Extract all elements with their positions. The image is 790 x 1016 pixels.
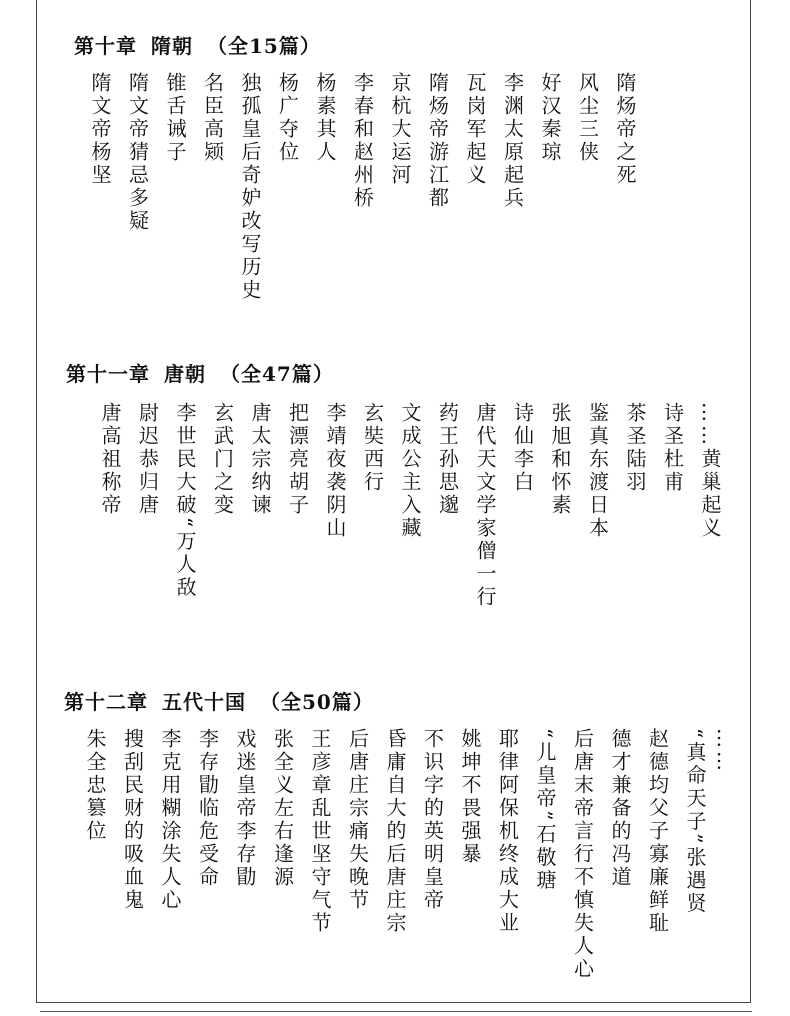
- title-item: 李春和赵州桥: [350, 72, 375, 210]
- title-item: 隋炀帝之死: [613, 72, 637, 187]
- title-item: 诗圣杜甫: [660, 402, 685, 494]
- chapter-count: （全50篇）: [260, 690, 374, 714]
- bottom-divider: [40, 1011, 752, 1012]
- title-item: 把漂亮胡子: [285, 402, 310, 517]
- title-item: 玄奘西行: [360, 402, 385, 494]
- chapter-name: 五代十国: [162, 690, 246, 714]
- chapter-12-titles: [68, 728, 736, 981]
- title-item: 玄武门之变: [210, 402, 235, 517]
- title-item: 耶律阿保机终成大业: [495, 728, 520, 935]
- title-item: 好汉秦琼: [538, 72, 562, 164]
- title-item: 瓦岗军起义: [463, 72, 487, 187]
- title-item: 王彦章乱世坚守气节: [308, 728, 332, 935]
- title-item: 名臣高颎: [200, 72, 225, 164]
- title-item: 隋文帝猜忌多疑: [125, 72, 150, 233]
- title-item: ……: [713, 728, 737, 774]
- chapter-number: 第十二章: [64, 690, 148, 714]
- title-item: “真命天子”张遇贤: [683, 728, 707, 916]
- title-item: 张全义左右逢源: [270, 728, 295, 889]
- title-item: 唐太宗纳谏: [248, 402, 272, 517]
- chapter-11-titles: [83, 402, 721, 609]
- title-item: 戏迷皇帝李存勖: [233, 728, 257, 889]
- chapter-10-titles: [73, 72, 636, 302]
- title-item: 昏庸自大的后唐庄宗: [383, 728, 407, 935]
- chapter-heading-12: [64, 686, 374, 715]
- title-item: 德才兼备的冯道: [608, 728, 632, 889]
- title-item: 药王孙思邈: [435, 402, 460, 517]
- title-item: 隋文帝杨坚: [88, 72, 112, 187]
- title-item: 李存勖临危受命: [195, 728, 220, 889]
- title-item: 姚坤不畏强暴: [458, 728, 482, 866]
- chapter-name: 隋朝: [151, 34, 193, 58]
- title-item: 李世民大破“万人敌: [173, 402, 197, 600]
- chapter-count: （全47篇）: [220, 362, 334, 386]
- title-item: 后唐末帝言行不慎失人心: [570, 728, 595, 981]
- title-item: 风尘三侠: [575, 72, 600, 164]
- title-item: 李克用糊涂失人心: [158, 728, 182, 912]
- chapter-heading-11: [66, 358, 334, 387]
- title-item: 茶圣陆羽: [623, 402, 647, 494]
- title-item: 搜刮民财的吸血鬼: [120, 728, 145, 912]
- title-item: 鉴真东渡日本: [585, 402, 610, 540]
- title-item: 隋炀帝游江都: [425, 72, 450, 210]
- chapter-count: （全15篇）: [207, 34, 321, 58]
- title-item: 唐代天文学家僧一行: [473, 402, 497, 609]
- title-item: 京杭大运河: [388, 72, 412, 187]
- title-item: 后唐庄宗痛失晚节: [345, 728, 370, 912]
- title-item: 不识字的英明皇帝: [420, 728, 445, 912]
- title-item: 李渊太原起兵: [500, 72, 525, 210]
- title-item: 锥舌诫子: [163, 72, 187, 164]
- title-item: ……黄巢起义: [698, 402, 722, 540]
- chapter-number: 第十章: [74, 34, 137, 58]
- title-item: “儿皇帝”石敬瑭: [533, 728, 557, 893]
- chapter-heading-10: [74, 30, 321, 59]
- chapter-name: 唐朝: [164, 362, 206, 386]
- title-item: 杨素其人: [313, 72, 337, 164]
- title-item: 独孤皇后奇妒改写历史: [238, 72, 262, 302]
- title-item: 张旭和怀素: [548, 402, 572, 517]
- title-item: 唐高祖称帝: [98, 402, 122, 517]
- title-item: 尉迟恭归唐: [135, 402, 160, 517]
- title-item: 赵德均父子寡廉鲜耻: [645, 728, 670, 935]
- title-item: 李靖夜袭阴山: [323, 402, 347, 540]
- title-item: 文成公主入藏: [398, 402, 422, 540]
- title-item: 朱全忠篡位: [83, 728, 107, 843]
- chapter-number: 第十一章: [66, 362, 150, 386]
- title-item: 杨广夺位: [275, 72, 300, 164]
- title-item: 诗仙李白: [510, 402, 535, 494]
